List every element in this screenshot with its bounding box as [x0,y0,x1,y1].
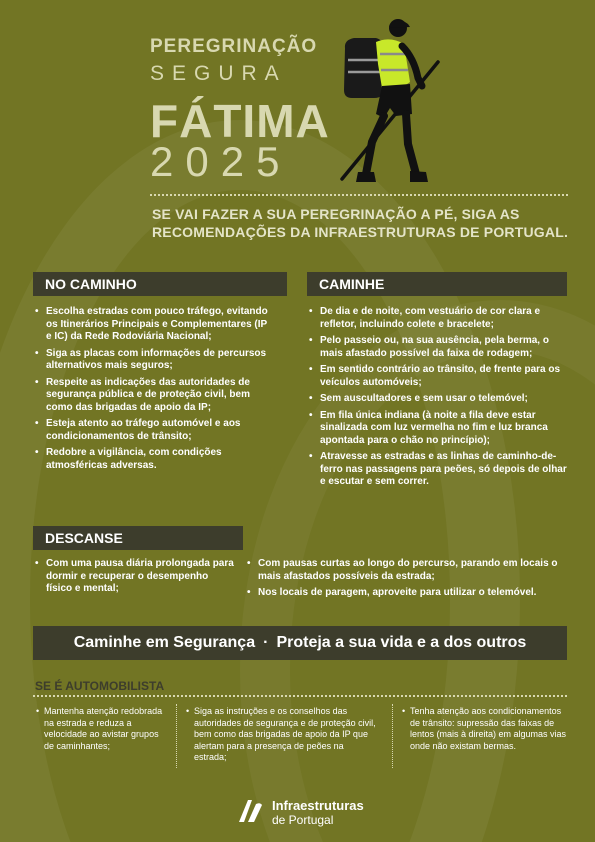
banner-left: Caminhe em Segurança [73,634,256,651]
intro-text: SE VAI FAZER A SUA PEREGRINAÇÃO A PÉ, SIGA AS RECOMENDAÇÕES DA INFRAESTRUTURAS DE PORTUGAL. [152,206,569,240]
header-divider [150,194,568,196]
list-item: • Nos locais de paragem, aproveite para utilizar o telemóvel. [247,587,569,600]
list-item: • Em fila única indiana (à noite a fila deve estar sinalizada com luz vermelha no fim e luz branca apontada para o chão no princípio); [309,410,567,448]
list-item: • Esteja atento ao tráfego automóvel e aos condicionamentos de trânsito; [35,418,275,443]
list-item: • Siga as placas com informações de percursos alternativos mais seguros; [35,348,275,373]
list-item: • Respeite as indicações das autoridades de segurança pública e de proteção civil, bem como das brigadas de apoio da IP; [35,377,275,415]
list-item: • Escolha estradas com pouco tráfego, evitando os Itinerários Principais e Complementares (IP e IC) da Rede Rodoviária Nacional; [35,306,275,344]
list-item: • De dia e de noite, com vestuário de cor clara e refletor, incluindo colete e bracelete; [309,306,567,331]
section-header-caminhe: CAMINHE [307,272,567,296]
list-item: • Atravesse as estradas e as linhas de caminho-de-ferro nas passagens para peões, só depois de olhar e escutar e sem correr. [309,451,567,489]
list-item: • Mantenha atenção redobrada na estrada e reduza a velocidade ao avistar grupos de caminhantes; [36,706,166,752]
pilgrim-walker-icon [340,14,440,186]
automobilista-title: SE É AUTOMOBILISTA [35,679,165,693]
list-item: • Tenha atenção aos condicionamentos de trânsito: supressão das faixas de lentos (mais à direita) em algumas vias onde não existam bermas. [402,706,567,752]
column-divider [392,704,393,768]
list-item: • Com pausas curtas ao longo do percurso, parando em locais o mais afastados possíveis da estrada; [247,558,569,583]
title-line-3: FÁTIMA [150,95,330,147]
list-item: • Siga as instruções e os conselhos das autoridades de segurança e de proteção civil, bem como das brigadas de apoio da IP que alertam para a presença de peões na estrada; [186,706,376,764]
section-header-descanse: DESCANSE [33,526,243,550]
automobilista-col-2 [186,706,376,764]
no-caminho-list [35,306,275,476]
descanse-list-left [35,558,235,600]
list-item: • Redobre a vigilância, com condições atmosféricas adversas. [35,447,275,472]
banner-separator: · [263,634,269,651]
descanse-list-right [247,558,569,604]
caminhe-list [309,306,567,493]
safety-banner [33,626,567,660]
section-header-no-caminho: NO CAMINHO [33,272,287,296]
title-line-1: PEREGRINAÇÃO [150,36,318,57]
column-divider [176,704,177,768]
infraestruturas-logo [236,796,376,828]
automobilista-col-3 [402,706,567,752]
title-line-2: SEGURA [150,62,287,85]
list-item: • Com uma pausa diária prolongada para dormir e recuperar o desempenho físico e mental; [35,558,235,596]
list-item: • Em sentido contrário ao trânsito, de frente para os veículos automóveis; [309,364,567,389]
infraestruturas-logo-icon [236,796,266,826]
logo-text-line-1: Infraestruturas [272,798,364,813]
list-item: • Sem auscultadores e sem usar o telemóvel; [309,393,567,406]
automobilista-divider [33,695,567,697]
list-item: • Pelo passeio ou, na sua ausência, pela berma, o mais afastado possível da faixa de rodagem; [309,335,567,360]
banner-right: Proteja a sua vida e a dos outros [276,634,527,651]
automobilista-col-1 [36,706,166,752]
title-line-4: 2025 [150,138,292,185]
logo-text-line-2: de Portugal [272,813,334,827]
